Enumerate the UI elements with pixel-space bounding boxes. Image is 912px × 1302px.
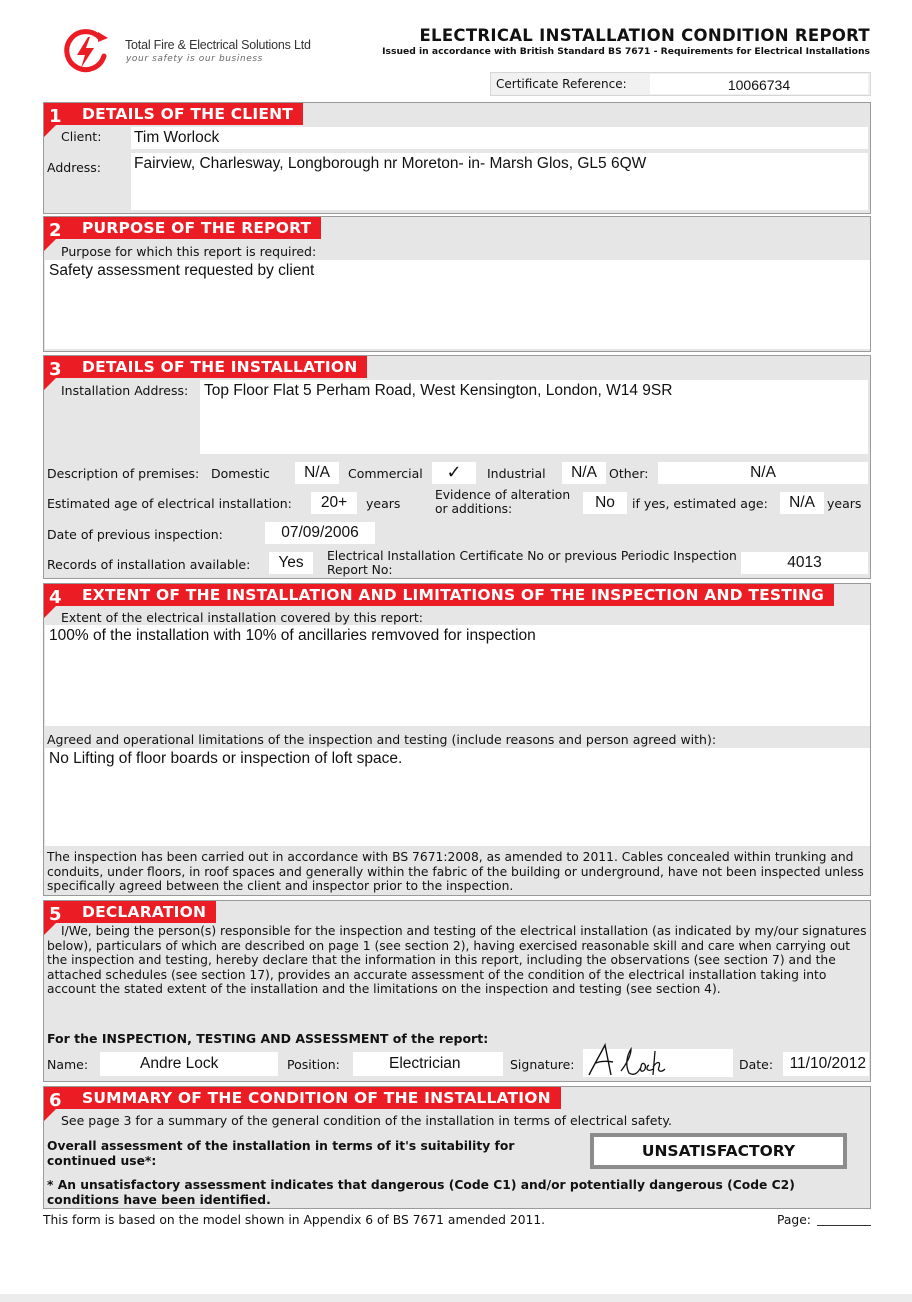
section-purpose (43, 216, 871, 352)
declaration-text: I/We, being the person(s) responsible for the inspection and testing of the electrical installation (as indicated by my/our signatures below), particulars of which are described on page 1 (see section 2), having exercised reasonable skill and care when carrying out the inspection and testing, hereby declare that the information in this report, including the observations (see section 7) and the attached schedules (see section 17), provides an accurate assessment of the condition of the electrical installation taking into account the stated extent of the installation and the limitations on the inspection and testing (see section 4). (47, 924, 867, 997)
section-title: EXTENT OF THE INSTALLATION AND LIMITATIONS OF THE INSPECTION AND TESTING (82, 586, 825, 604)
section-client-details (43, 102, 871, 214)
installation-age-label: Estimated age of electrical installation: (47, 496, 292, 511)
signature-label: Signature: (510, 1057, 575, 1072)
company-tagline: your safety is our business (126, 54, 263, 64)
installation-address-label: Installation Address: (61, 383, 189, 398)
section-installation-details (43, 355, 871, 579)
page-label: Page: (777, 1213, 811, 1227)
domestic-field[interactable]: N/A (295, 462, 339, 484)
section-title: PURPOSE OF THE REPORT (82, 219, 312, 237)
certificate-reference-label: Certificate Reference: (496, 77, 627, 91)
evidence-alteration-field[interactable]: No (583, 492, 627, 514)
position-label: Position: (287, 1057, 340, 1072)
section-header-corner (44, 125, 56, 137)
name-label: Name: (47, 1057, 89, 1072)
company-logo-icon (62, 28, 110, 76)
cert-no-label-line-2: Report No: (327, 563, 393, 577)
section-number: 3 (49, 359, 62, 380)
section-extent-limitations (43, 583, 871, 896)
client-label: Client: (61, 129, 102, 144)
industrial-label: Industrial (487, 466, 546, 481)
report-subtitle: Issued in accordance with British Standard BS 7671 - Requirements for Electrical Installations (382, 46, 870, 57)
evidence-alteration-label (435, 488, 570, 516)
limitations-field[interactable]: No Lifting of floor boards or inspection of loft space. (45, 748, 870, 846)
section-number: 2 (49, 220, 62, 241)
cert-no-label-line-1: Electrical Installation Certificate No or previous Periodic Inspection (327, 549, 737, 563)
name-field[interactable]: Andre Lock (100, 1052, 278, 1076)
footer-note: This form is based on the model shown in Appendix 6 of BS 7671 amended 2011. (43, 1213, 546, 1227)
section-number: 4 (49, 587, 62, 608)
company-name: Total Fire & Electrical Solutions Ltd (125, 38, 311, 52)
section-title: SUMMARY OF THE CONDITION OF THE INSTALLATION (82, 1089, 551, 1107)
section-header (44, 584, 834, 606)
section-header (44, 901, 216, 923)
section-header (44, 356, 367, 378)
overall-assessment-result[interactable]: UNSATISFACTORY (590, 1133, 847, 1169)
limitations-label: Agreed and operational limitations of the inspection and testing (include reasons and person agreed with): (47, 732, 717, 747)
records-available-label: Records of installation available: (47, 557, 251, 572)
date-field[interactable]: 11/10/2012 (783, 1052, 869, 1076)
date-label: Date: (739, 1057, 774, 1072)
commercial-label: Commercial (348, 466, 423, 481)
section-header (44, 1087, 561, 1109)
position-field[interactable]: Electrician (353, 1052, 503, 1076)
premises-label: Description of premises: (47, 466, 200, 481)
other-label: Other: (609, 466, 649, 481)
purpose-label: Purpose for which this report is required: (61, 244, 317, 259)
page-bottom-strip (0, 1294, 912, 1302)
other-field[interactable]: N/A (658, 462, 868, 484)
extent-label: Extent of the electrical installation covered by this report: (61, 610, 423, 625)
previous-inspection-date-field[interactable]: 07/09/2006 (265, 522, 375, 544)
report-title: ELECTRICAL INSTALLATION CONDITION REPORT (419, 26, 870, 45)
evidence-label-line-2: or additions: (435, 502, 513, 516)
signature-image (583, 1041, 733, 1081)
section-number: 6 (49, 1090, 62, 1111)
extent-field[interactable]: 100% of the installation with 10% of ancillaries remvoved for inspection (45, 625, 870, 726)
years-label: years (366, 496, 401, 511)
industrial-field[interactable]: N/A (562, 462, 606, 484)
estimated-age-field[interactable]: N/A (780, 492, 824, 514)
installation-age-field[interactable]: 20+ (311, 492, 357, 514)
section-title: DECLARATION (82, 903, 207, 921)
section-header-corner (44, 606, 56, 618)
signature-field[interactable] (583, 1049, 733, 1077)
declaration-for-label: For the INSPECTION, TESTING AND ASSESSMENT of the report: (47, 1031, 489, 1046)
unsatisfactory-footnote: * An unsatisfactory assessment indicates that dangerous (Code C1) and/or potentially dangerous (Code C2) conditions have been identified. (47, 1178, 795, 1207)
certificate-reference-field[interactable]: 10066734 (650, 74, 868, 94)
section-header-corner (44, 378, 56, 390)
see-page-note: See page 3 for a summary of the general condition of the installation in terms of electrical safety. (61, 1113, 672, 1128)
address-label: Address: (47, 160, 101, 175)
section-header-corner (44, 1109, 56, 1121)
section-title: DETAILS OF THE CLIENT (82, 105, 294, 123)
certificate-number-label (327, 549, 737, 577)
records-available-field[interactable]: Yes (269, 552, 313, 574)
domestic-label: Domestic (211, 466, 270, 481)
section-header (44, 217, 321, 239)
section-header (44, 103, 303, 125)
section-declaration (43, 900, 871, 1082)
section-number: 1 (49, 106, 62, 127)
section-title: DETAILS OF THE INSTALLATION (82, 358, 358, 376)
address-field[interactable]: Fairview, Charlesway, Longborough nr Moreton- in- Marsh Glos, GL5 6QW (131, 153, 868, 210)
installation-address-field[interactable]: Top Floor Flat 5 Perham Road, West Kensington, London, W14 9SR (200, 380, 868, 454)
estimated-age-label: if yes, estimated age: (632, 496, 768, 511)
inspection-note: The inspection has been carried out in accordance with BS 7671:2008, as amended to 2011. Cables concealed within trunking and conduits, under floors, in roof spaces and generally within the fabric of the building or underground, have not been inspected unless specifically agreed between the client and inspector prior to the inspection. (47, 850, 864, 894)
years-label-2: years (827, 496, 862, 511)
client-field[interactable]: Tim Worlock (131, 127, 868, 149)
certificate-number-field[interactable]: 4013 (741, 552, 868, 574)
previous-inspection-label: Date of previous inspection: (47, 527, 223, 542)
section-header-corner (44, 239, 56, 251)
page-number-line[interactable] (817, 1225, 871, 1226)
evidence-label-line-1: Evidence of alteration (435, 488, 571, 502)
purpose-field[interactable]: Safety assessment requested by client (45, 260, 870, 349)
section-number: 5 (49, 904, 62, 925)
overall-assessment-label: Overall assessment of the installation in terms of it's suitability for continued use*: (47, 1139, 515, 1168)
commercial-checkbox[interactable]: ✓ (432, 462, 476, 484)
